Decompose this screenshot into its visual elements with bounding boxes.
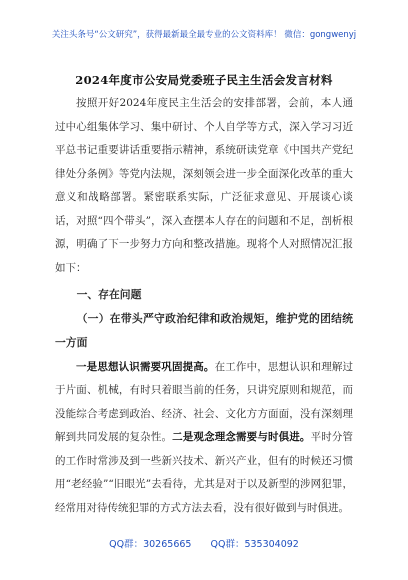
subsection-heading: （一）在带头严守政治纪律和政治规矩，维护党的团结统一方面 xyxy=(55,311,353,349)
point-paragraph xyxy=(55,356,353,521)
point1-label: 一是思想认识需要巩固提高。 xyxy=(76,360,215,373)
point2-text: 平时分管的工作时常涉及到一些新兴技术、新兴产业，但有的时候还习惯用“老经验”“旧眼光”去看待，尤其是对于以及新型的涉网犯罪，经常用对待传统犯罪的方式方法去看，没有很好做到与时俱进。 xyxy=(55,431,354,514)
point1-text: 在工作中，思想认识和理解过于片面、机械，有时只着眼当前的任务，只讲究原则和规范，而没能综合考虑到政治、经济、社会、文化方方面面，没有深刻理解到共同发展的复杂性。 xyxy=(55,360,354,443)
section-heading: 一、存在问题 xyxy=(76,288,142,301)
footer-qq-group-2: QQ群：535304092 xyxy=(210,539,299,550)
footer-contact xyxy=(0,536,408,550)
footer-qq-group-1: QQ群：30265665 xyxy=(109,539,192,550)
header-promo-note: 关注头条号“公文研究”，获得最新最全最专业的公文资料库！ 微信：gongwenyj xyxy=(51,30,357,40)
point2-label: 二是观念理念需要与时俱进。 xyxy=(172,431,311,443)
intro-paragraph: 按照开好2024年度民主生活会的安排部署，会前，本人通过中心组集体学习、集中研讨、个人自学等方式，深入学习习近平总书记重要讲话重要指示精神，系统研读党章《中国共产党纪律处分条例》等党内法规，深刻领会进一步全面深化改革的重大意义和战略部署。紧密联系实际，广泛征求意见、开展谈心谈话，对照“四个带头”，深入查摆本人存在的问题和不足，剖析根源，明确了下一步努力方向和整改措施。现将个人对照情况汇报如下： xyxy=(55,97,353,274)
document-title: 2024年度市公安局党委班子民主生活会发言材料 xyxy=(75,73,333,87)
document-body xyxy=(55,92,353,520)
